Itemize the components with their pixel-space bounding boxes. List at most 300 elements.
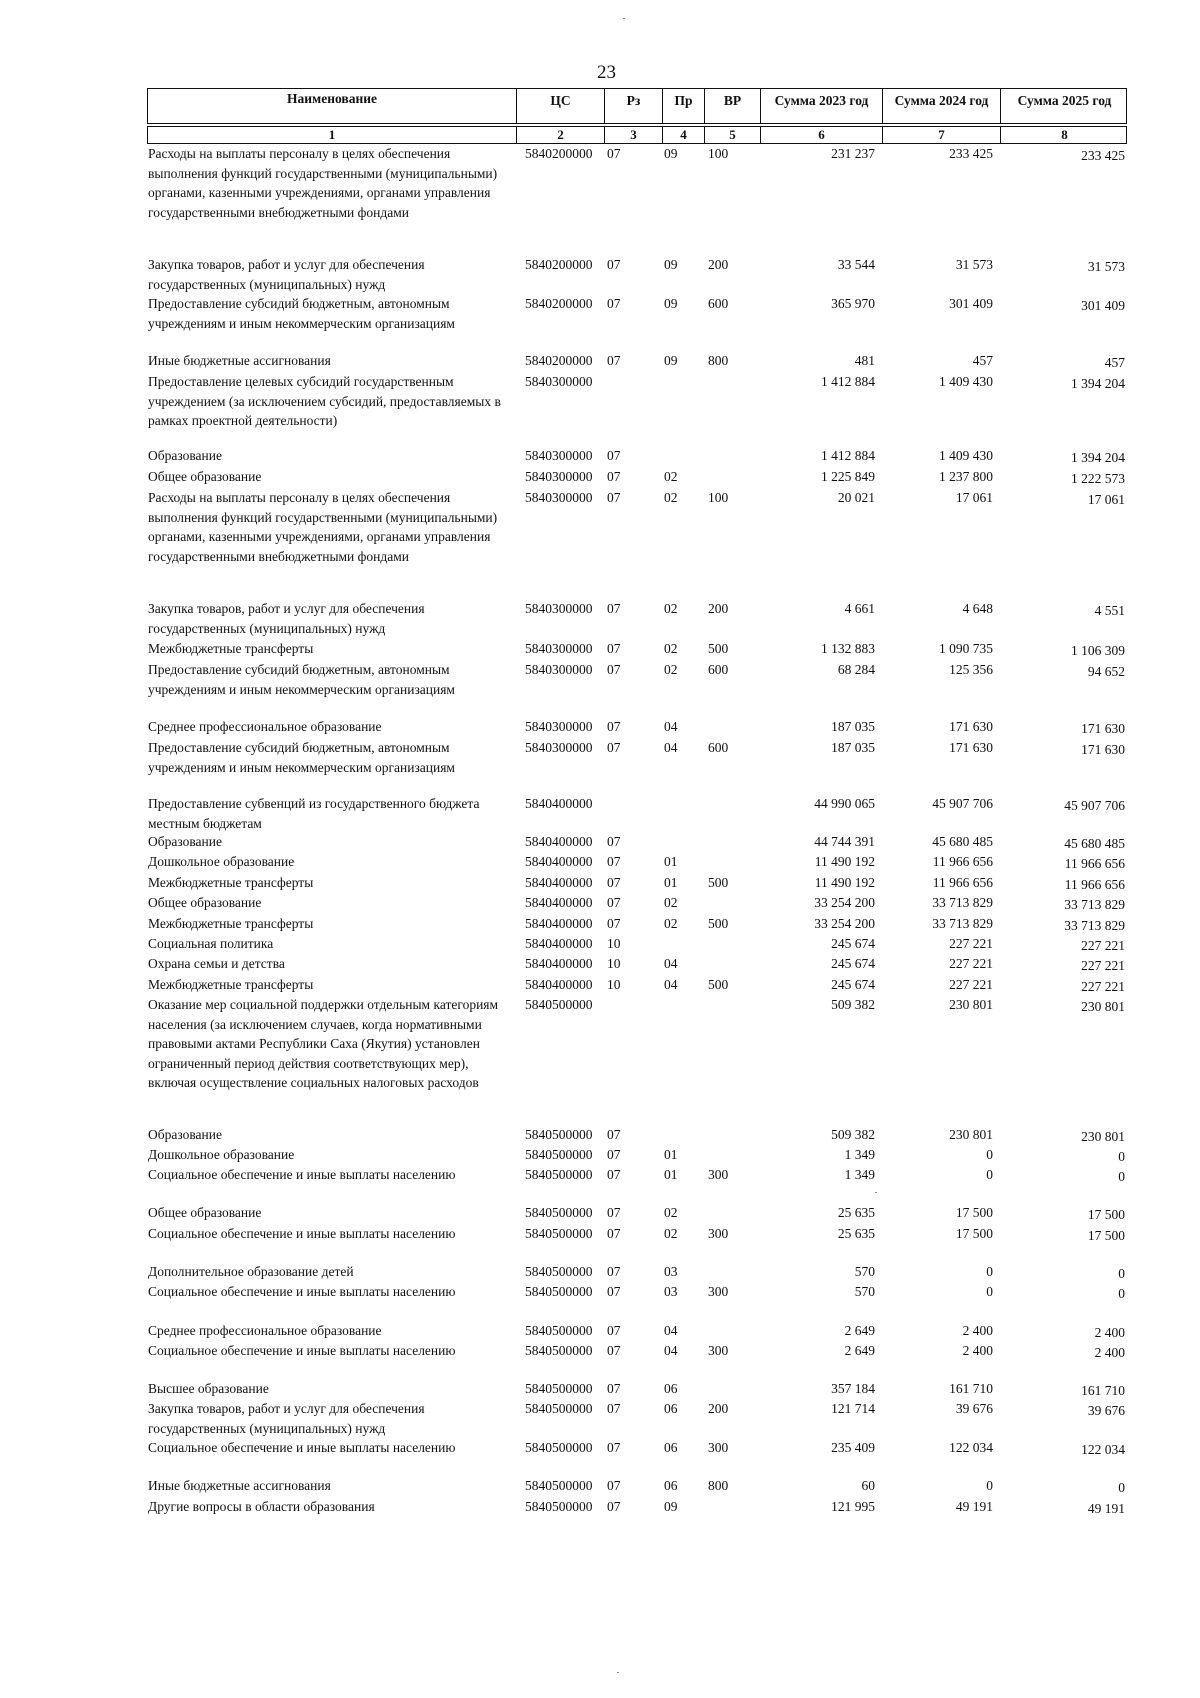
row-cs-code: 5840400000: [525, 916, 593, 931]
table-row: [147, 954, 1127, 974]
row-cs-code: 5840500000: [525, 1127, 593, 1142]
row-sum-2025: 227 221: [1081, 938, 1125, 953]
row-vr-code: 200: [708, 1401, 729, 1416]
row-sum-2023: 11 490 192: [814, 875, 875, 890]
row-name: Общее образование: [148, 1205, 262, 1220]
row-vr-code: [703, 1497, 759, 1517]
table-row: [147, 1125, 1127, 1145]
row-name: Закупка товаров, работ и услуг для обеспечения государственных (муниципальных) нужд: [148, 1401, 425, 1436]
row-rz-code: 07: [607, 834, 621, 849]
row-sum-2025: 1 394 204: [1071, 450, 1125, 465]
row-sum-2023: 44 990 065: [814, 796, 875, 811]
row-sum-2025: 2 400: [1094, 1325, 1125, 1340]
header-cs: ЦС: [516, 89, 604, 123]
row-sum-2025: 0: [1118, 1480, 1125, 1495]
row-pr-code: [661, 995, 703, 1093]
row-rz-code: 07: [607, 1323, 621, 1338]
row-cs-code: 5840400000: [525, 936, 593, 951]
table-row: [147, 351, 1127, 371]
row-rz-code: 07: [607, 601, 621, 616]
row-sum-2025: 0: [1118, 1169, 1125, 1184]
row-name: Закупка товаров, работ и услуг для обеспечения государственных (муниципальных) нужд: [148, 601, 425, 636]
row-sum-2024: 0: [986, 1264, 993, 1279]
row-pr-code: 06: [664, 1381, 678, 1396]
row-sum-2023: 4 661: [844, 601, 875, 616]
row-cs-code: 5840300000: [525, 662, 593, 677]
row-cs-code: 5840500000: [525, 1323, 593, 1338]
row-vr-code: [703, 1125, 759, 1145]
row-cs-code: 5840500000: [525, 1284, 593, 1299]
row-name: Предоставление субвенций из государственного бюджета местным бюджетам: [148, 796, 480, 831]
row-cs-code: 5840300000: [525, 641, 593, 656]
row-cs-code: 5840200000: [525, 146, 593, 161]
row-sum-2024: 33 713 829: [932, 895, 993, 910]
row-vr-code: 800: [708, 1478, 729, 1493]
row-vr-code: [703, 852, 759, 872]
row-cs-code: 5840500000: [525, 1264, 593, 1279]
row-vr-code: [703, 1203, 759, 1223]
table-row: [147, 794, 1127, 833]
table-row: [147, 467, 1127, 487]
row-sum-2025: 45 907 706: [1064, 798, 1125, 813]
row-cs-code: 5840400000: [525, 977, 593, 992]
header-pr: Пр: [662, 89, 704, 123]
row-sum-2024: 233 425: [949, 146, 993, 161]
row-sum-2023: 60: [861, 1478, 875, 1493]
row-name: Расходы на выплаты персоналу в целях обеспечения выполнения функций государственными (муниципальными) органами, казенными учреждениями, органами управления государственными внебюджетными фондами: [148, 146, 498, 220]
row-sum-2023: 187 035: [831, 719, 875, 734]
row-sum-2023: 570: [854, 1284, 875, 1299]
row-sum-2023: 20 021: [837, 490, 875, 505]
row-cs-code: 5840500000: [525, 1381, 593, 1396]
row-pr-code: [661, 794, 703, 833]
row-sum-2023: 1 349: [844, 1147, 875, 1162]
row-sum-2023: 481: [854, 353, 875, 368]
row-vr-code: [703, 1321, 759, 1341]
row-cs-code: 5840300000: [525, 490, 593, 505]
row-sum-2023: 68 284: [837, 662, 875, 677]
column-number: 2: [516, 127, 604, 143]
scan-artifact: [623, 18, 625, 19]
row-vr-code: [703, 467, 759, 487]
row-cs-code: 5840400000: [525, 834, 593, 849]
table-row: [147, 914, 1127, 934]
row-sum-2025: 233 425: [1081, 148, 1125, 163]
row-name: Дошкольное образование: [148, 854, 295, 869]
row-name: Социальное обеспечение и иные выплаты населению: [148, 1284, 456, 1299]
row-sum-2025: 457: [1104, 355, 1125, 370]
row-cs-code: 5840500000: [525, 1499, 593, 1514]
row-name: Предоставление субсидий бюджетным, автономным учреждениям и иным некоммерческим организациям: [148, 296, 455, 331]
table-row: [147, 717, 1127, 737]
table-row: [147, 975, 1127, 995]
row-name: Межбюджетные трансферты: [148, 977, 314, 992]
row-rz-code: 07: [607, 257, 621, 272]
table-row: [147, 934, 1127, 954]
row-rz-code: 07: [607, 1499, 621, 1514]
row-cs-code: 5840500000: [525, 1343, 593, 1358]
row-sum-2023: 1 349: [844, 1167, 875, 1182]
row-sum-2025: 17 061: [1087, 492, 1125, 507]
row-vr-code: 800: [708, 353, 729, 368]
row-pr-code: 01: [664, 854, 678, 869]
row-cs-code: 5840500000: [525, 1147, 593, 1162]
row-cs-code: 5840500000: [525, 1440, 593, 1455]
row-sum-2024: 17 500: [955, 1205, 993, 1220]
row-vr-code: 500: [708, 916, 729, 931]
row-name: Социальное обеспечение и иные выплаты населению: [148, 1440, 456, 1455]
row-pr-code: 01: [664, 1167, 678, 1182]
row-sum-2025: 161 710: [1081, 1383, 1125, 1398]
row-sum-2024: 17 500: [955, 1226, 993, 1241]
row-rz-code: [603, 372, 661, 431]
row-cs-code: 5840400000: [525, 956, 593, 971]
row-sum-2024: 0: [986, 1167, 993, 1182]
row-sum-2023: 235 409: [831, 1440, 875, 1455]
table-row: [147, 1497, 1127, 1517]
row-name: Закупка товаров, работ и услуг для обеспечения государственных (муниципальных) нужд: [148, 257, 425, 292]
row-cs-code: 5840500000: [525, 1205, 593, 1220]
row-vr-code: 300: [708, 1167, 729, 1182]
row-sum-2023: 509 382: [831, 1127, 875, 1142]
row-rz-code: 07: [607, 1440, 621, 1455]
row-sum-2025: 2 400: [1094, 1345, 1125, 1360]
row-sum-2024: 230 801: [949, 997, 993, 1012]
row-name: Высшее образование: [148, 1381, 269, 1396]
row-rz-code: 07: [607, 1478, 621, 1493]
row-vr-code: 200: [708, 257, 729, 272]
table-row: [147, 1224, 1127, 1244]
table-row: [147, 1282, 1127, 1302]
row-cs-code: 5840500000: [525, 1401, 593, 1416]
table-row: [147, 1341, 1127, 1361]
row-rz-code: 07: [607, 1381, 621, 1396]
row-sum-2023: 187 035: [831, 740, 875, 755]
table-row: [147, 852, 1127, 872]
row-name: Образование: [148, 834, 222, 849]
row-pr-code: [661, 446, 703, 466]
row-rz-code: 07: [607, 895, 621, 910]
row-sum-2025: 0: [1118, 1266, 1125, 1281]
scan-artifact: [617, 1672, 619, 1673]
table-row: [147, 446, 1127, 466]
row-rz-code: [603, 995, 661, 1093]
row-cs-code: 5840500000: [525, 1478, 593, 1493]
row-name: Иные бюджетные ассигнования: [148, 353, 331, 368]
row-sum-2023: 570: [854, 1264, 875, 1279]
row-name: Образование: [148, 448, 222, 463]
row-sum-2024: 227 221: [949, 956, 993, 971]
row-rz-code: 07: [607, 1401, 621, 1416]
column-number: 7: [882, 127, 1000, 143]
table-row: [147, 1321, 1127, 1341]
row-sum-2023: 1 132 883: [821, 641, 875, 656]
row-sum-2025: 11 966 656: [1064, 856, 1125, 871]
row-rz-code: 07: [607, 1127, 621, 1142]
row-sum-2023: 44 744 391: [814, 834, 875, 849]
table-row: [147, 873, 1127, 893]
row-pr-code: 06: [664, 1440, 678, 1455]
row-sum-2024: 171 630: [949, 740, 993, 755]
row-vr-code: 300: [708, 1440, 729, 1455]
row-name: Предоставление целевых субсидий государственным учреждением (за исключением субсидий, предоставляемых в рамках проектной деятельности): [148, 374, 501, 428]
row-sum-2025: 11 966 656: [1064, 877, 1125, 892]
table-row: [147, 639, 1127, 659]
row-pr-code: 09: [664, 1499, 678, 1514]
row-pr-code: 02: [664, 641, 678, 656]
row-pr-code: 09: [664, 257, 678, 272]
row-vr-code: 300: [708, 1284, 729, 1299]
row-name: Охрана семьи и детства: [148, 956, 285, 971]
row-vr-code: 500: [708, 641, 729, 656]
row-sum-2024: 457: [972, 353, 993, 368]
row-sum-2024: 122 034: [949, 1440, 993, 1455]
header-sum-2025: Сумма 2025 год: [1000, 89, 1128, 123]
row-name: Среднее профессиональное образование: [148, 1323, 382, 1338]
row-vr-code: [703, 934, 759, 954]
row-sum-2024: 39 676: [955, 1401, 993, 1416]
row-name: Социальное обеспечение и иные выплаты населению: [148, 1226, 456, 1241]
row-vr-code: 200: [708, 601, 729, 616]
row-sum-2023: 509 382: [831, 997, 875, 1012]
row-vr-code: 600: [708, 740, 729, 755]
row-sum-2025: 0: [1118, 1149, 1125, 1164]
row-sum-2023: 245 674: [831, 936, 875, 951]
row-sum-2023: 2 649: [844, 1343, 875, 1358]
row-pr-code: 04: [664, 1343, 678, 1358]
row-cs-code: 5840500000: [525, 997, 593, 1012]
row-pr-code: 02: [664, 662, 678, 677]
row-rz-code: 10: [607, 956, 621, 971]
row-vr-code: 100: [708, 146, 729, 161]
row-cs-code: 5840300000: [525, 740, 593, 755]
row-pr-code: [661, 934, 703, 954]
row-pr-code: 01: [664, 1147, 678, 1162]
row-vr-code: 500: [708, 875, 729, 890]
row-name: Предоставление субсидий бюджетным, автономным учреждениям и иным некоммерческим организациям: [148, 740, 455, 775]
table-row: [147, 488, 1127, 566]
row-sum-2025: 230 801: [1081, 1129, 1125, 1144]
column-number: 3: [604, 127, 662, 143]
scan-artifact: [875, 1192, 877, 1193]
header-sum-2024: Сумма 2024 год: [882, 89, 1000, 123]
row-vr-code: [703, 995, 759, 1093]
row-sum-2023: 231 237: [831, 146, 875, 161]
row-pr-code: 04: [664, 977, 678, 992]
row-rz-code: 10: [607, 936, 621, 951]
column-number: 8: [1000, 127, 1128, 143]
row-sum-2025: 0: [1118, 1286, 1125, 1301]
row-sum-2023: 11 490 192: [814, 854, 875, 869]
row-sum-2023: 25 635: [837, 1205, 875, 1220]
table-row: [147, 599, 1127, 638]
row-sum-2023: 25 635: [837, 1226, 875, 1241]
row-pr-code: 02: [664, 1205, 678, 1220]
row-cs-code: 5840300000: [525, 601, 593, 616]
row-rz-code: 07: [607, 1147, 621, 1162]
row-rz-code: 07: [607, 1167, 621, 1182]
table-row: [147, 1262, 1127, 1282]
row-sum-2024: 227 221: [949, 936, 993, 951]
row-name: Предоставление субсидий бюджетным, автономным учреждениям и иным некоммерческим организациям: [148, 662, 455, 697]
row-sum-2025: 171 630: [1081, 742, 1125, 757]
row-sum-2024: 11 966 656: [932, 854, 993, 869]
row-sum-2025: 1 106 309: [1071, 643, 1125, 658]
row-rz-code: 10: [607, 977, 621, 992]
table-row: [147, 893, 1127, 913]
row-name: Социальная политика: [148, 936, 274, 951]
row-rz-code: 07: [607, 1284, 621, 1299]
row-sum-2023: 121 714: [831, 1401, 875, 1416]
table-row: [147, 738, 1127, 777]
row-name: Среднее профессиональное образование: [148, 719, 382, 734]
row-vr-code: [703, 893, 759, 913]
row-vr-code: 300: [708, 1343, 729, 1358]
row-pr-code: 06: [664, 1478, 678, 1493]
row-sum-2023: 1 412 884: [821, 448, 875, 463]
table-row: [147, 660, 1127, 699]
row-vr-code: [703, 446, 759, 466]
table-row: [147, 1165, 1127, 1185]
row-sum-2024: 1 090 735: [939, 641, 993, 656]
column-number: 1: [328, 127, 336, 142]
header-sum-2023: Сумма 2023 год: [760, 89, 882, 123]
row-sum-2024: 125 356: [949, 662, 993, 677]
row-cs-code: 5840200000: [525, 353, 593, 368]
row-sum-2025: 33 713 829: [1064, 897, 1125, 912]
row-cs-code: 5840400000: [525, 854, 593, 869]
row-sum-2023: 33 254 200: [814, 916, 875, 931]
table-row: [147, 1203, 1127, 1223]
row-vr-code: [703, 1262, 759, 1282]
row-cs-code: 5840200000: [525, 296, 593, 311]
row-cs-code: 5840400000: [525, 875, 593, 890]
row-sum-2025: 1 394 204: [1071, 376, 1125, 391]
row-pr-code: 04: [664, 956, 678, 971]
row-sum-2025: 227 221: [1081, 958, 1125, 973]
row-cs-code: 5840500000: [525, 1226, 593, 1241]
table-row: [147, 1476, 1127, 1496]
row-rz-code: 07: [607, 448, 621, 463]
row-sum-2024: 2 400: [962, 1343, 993, 1358]
row-name: Дополнительное образование детей: [148, 1264, 354, 1279]
row-sum-2024: 230 801: [949, 1127, 993, 1142]
column-number: 5: [704, 127, 760, 143]
row-rz-code: 07: [607, 490, 621, 505]
table-row: [147, 832, 1127, 852]
row-cs-code: 5840200000: [525, 257, 593, 272]
row-vr-code: [703, 372, 759, 431]
row-rz-code: 07: [607, 353, 621, 368]
row-pr-code: 06: [664, 1401, 678, 1416]
row-sum-2024: 45 680 485: [932, 834, 993, 849]
row-sum-2023: 33 254 200: [814, 895, 875, 910]
row-vr-code: 600: [708, 662, 729, 677]
row-rz-code: 07: [607, 469, 621, 484]
header-vr: ВР: [704, 89, 760, 123]
row-pr-code: 02: [664, 1226, 678, 1241]
header-name: Наименование: [287, 91, 377, 106]
column-number: 4: [662, 127, 704, 143]
row-name: Межбюджетные трансферты: [148, 641, 314, 656]
row-sum-2023: 245 674: [831, 977, 875, 992]
row-name: Социальное обеспечение и иные выплаты населению: [148, 1343, 456, 1358]
row-sum-2024: 0: [986, 1478, 993, 1493]
row-pr-code: [661, 832, 703, 852]
row-sum-2024: 31 573: [955, 257, 993, 272]
row-sum-2024: 227 221: [949, 977, 993, 992]
row-vr-code: [703, 954, 759, 974]
row-sum-2023: 1 412 884: [821, 374, 875, 389]
row-cs-code: 5840300000: [525, 719, 593, 734]
row-sum-2023: 33 544: [837, 257, 875, 272]
row-sum-2024: 4 648: [962, 601, 993, 616]
row-rz-code: [603, 794, 661, 833]
row-sum-2024: 1 409 430: [939, 448, 993, 463]
row-rz-code: 07: [607, 916, 621, 931]
row-sum-2025: 122 034: [1081, 1442, 1125, 1457]
column-number-row: [147, 126, 1127, 144]
row-rz-code: 07: [607, 719, 621, 734]
budget-table: [147, 88, 1127, 1516]
row-cs-code: 5840400000: [525, 796, 593, 811]
row-sum-2023: 365 970: [831, 296, 875, 311]
column-number: 6: [760, 127, 882, 143]
row-sum-2023: 2 649: [844, 1323, 875, 1338]
row-name: Социальное обеспечение и иные выплаты населению: [148, 1167, 456, 1182]
row-pr-code: 02: [664, 916, 678, 931]
row-sum-2025: 230 801: [1081, 999, 1125, 1014]
row-sum-2024: 2 400: [962, 1323, 993, 1338]
row-rz-code: 07: [607, 854, 621, 869]
row-sum-2024: 45 907 706: [932, 796, 993, 811]
row-pr-code: 03: [664, 1284, 678, 1299]
row-name: Межбюджетные трансферты: [148, 916, 314, 931]
row-pr-code: 09: [664, 146, 678, 161]
row-pr-code: 04: [664, 1323, 678, 1338]
row-sum-2025: 1 222 573: [1071, 471, 1125, 486]
row-rz-code: 07: [607, 1264, 621, 1279]
table-row: [147, 294, 1127, 333]
page-number: 23: [597, 62, 616, 83]
table-row: [147, 995, 1127, 1093]
row-name: Общее образование: [148, 895, 262, 910]
row-cs-code: 5840400000: [525, 895, 593, 910]
table-header-row: [147, 88, 1127, 124]
row-cs-code: 5840300000: [525, 374, 593, 389]
row-pr-code: 09: [664, 296, 678, 311]
row-sum-2024: 0: [986, 1147, 993, 1162]
row-sum-2024: 301 409: [949, 296, 993, 311]
row-rz-code: 07: [607, 296, 621, 311]
row-name: Оказание мер социальной поддержки отдельным категориям населения (за исключением случаев, когда нормативными правовыми актами Республики Саха (Якутия) установлен ограниченный период действия соответствующих мер), включая осуществление социальных налоговых расходов: [148, 997, 499, 1090]
row-pr-code: 09: [664, 353, 678, 368]
row-vr-code: 600: [708, 296, 729, 311]
row-vr-code: 500: [708, 977, 729, 992]
row-sum-2025: 4 551: [1094, 603, 1125, 618]
row-sum-2025: 49 191: [1087, 1501, 1125, 1516]
row-sum-2025: 39 676: [1087, 1403, 1125, 1418]
row-sum-2024: 171 630: [949, 719, 993, 734]
row-sum-2025: 227 221: [1081, 979, 1125, 994]
row-rz-code: 07: [607, 641, 621, 656]
table-row: [147, 144, 1127, 222]
row-sum-2025: 171 630: [1081, 721, 1125, 736]
header-rz: Рз: [604, 89, 662, 123]
row-vr-code: 300: [708, 1226, 729, 1241]
row-name: Образование: [148, 1127, 222, 1142]
row-vr-code: [703, 832, 759, 852]
